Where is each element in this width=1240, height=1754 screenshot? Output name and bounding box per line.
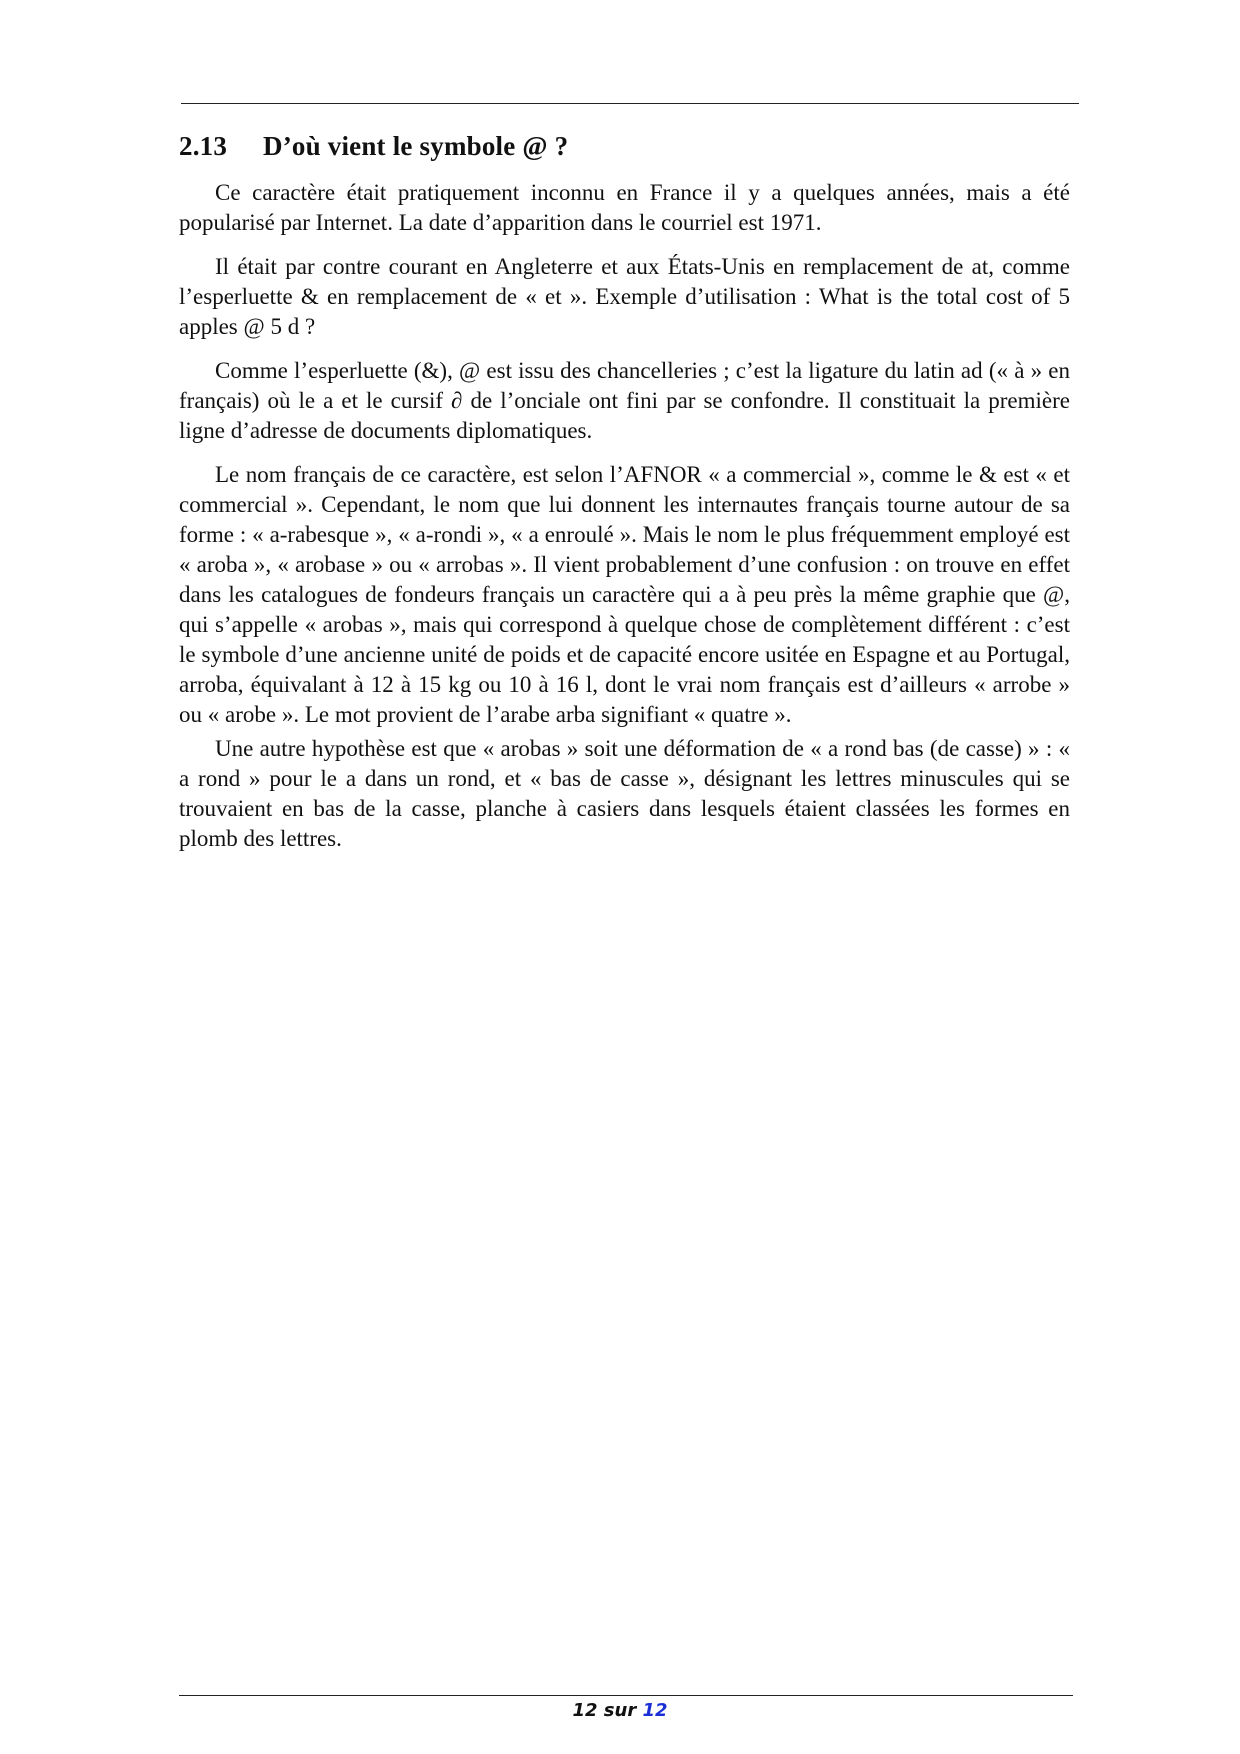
section-title: D’où vient le symbole @ ?: [263, 131, 569, 161]
paragraph-1: Ce caractère était pratiquement inconnu en France il y a quelques années, mais a été popularisé par Internet. La date d’apparition dans le courriel est 1971.: [179, 180, 1070, 235]
section-heading: [179, 128, 1070, 164]
paragraph-5: Une autre hypothèse est que « arobas » soit une déformation de « a rond bas (de casse) » : « a rond » pour le a dans un rond, et « bas de casse », désignant les lettres minuscules qui se trouvaient en bas de la casse, planche à casiers dans lesquels étaient classées les formes en plomb des lettres.: [179, 736, 1070, 851]
paragraph-4: Le nom français de ce caractère, est selon l’AFNOR « a commercial », comme le & est « et commercial ». Cependant, le nom que lui donnent les internautes français tourne autour de sa forme : « a-rabesque », « a-rondi », « a enroulé ». Mais le nom le plus fréquemment employé est « aroba », « arobase » ou « arrobas ». Il vient probablement d’une confusion : on trouve en effet dans les catalogues de fondeurs français un caractère qui a à peu près la même graphie que @, qui s’appelle « arobas », mais qui correspond à quelque chose de complètement différent : c’est le symbole d’une ancienne unité de poids et de capacité encore usitée en Espagne et au Portugal, arroba, équivalant à 12 à 15 kg ou 10 à 16 l, dont le vrai nom français est d’ailleurs « arrobe » ou « arobe ». Le mot provient de l’arabe arba signifiant « quatre ».: [179, 462, 1070, 727]
page-content: [179, 128, 1070, 868]
section-number: 2.13: [179, 131, 228, 161]
page-footer: [0, 1700, 1240, 1721]
page-separator: sur: [603, 1700, 637, 1721]
header-rule: [181, 103, 1079, 104]
footer-rule: [179, 1695, 1073, 1696]
paragraph-2: Il était par contre courant en Angleterre et aux États-Unis en remplacement de at, comme l’esperluette & en remplacement de « et ». Exemple d’utilisation : What is the total cost of 5 apples @ 5 d ?: [179, 254, 1070, 339]
total-page-number: 12: [642, 1700, 668, 1721]
current-page-number: 12: [572, 1700, 598, 1721]
paragraph-3: Comme l’esperluette (&), @ est issu des chancelleries ; c’est la ligature du latin ad (« à » en français) où le a et le cursif ∂ de l’onciale ont fini par se confondre. Il constituait la première ligne d’adresse de documents diplomatiques.: [179, 358, 1070, 443]
